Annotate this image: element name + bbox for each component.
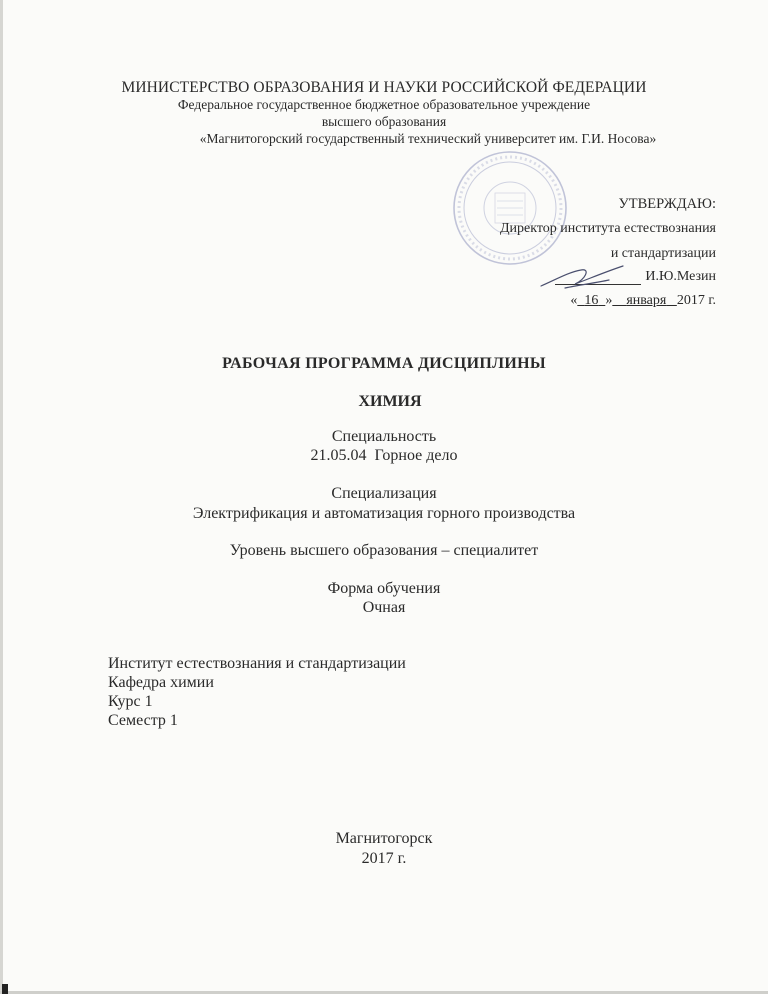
approval-date <box>570 293 716 309</box>
date-day <box>577 293 605 308</box>
study-form-value: Очная <box>362 599 406 616</box>
specialty-label: Специальность <box>331 428 437 445</box>
education-level: высшего образования <box>321 114 447 129</box>
publication-year: 2017 г. <box>361 850 407 867</box>
date-year: 2017 г. <box>676 293 716 308</box>
specialty-value: 21.05.04 Горное дело <box>310 447 458 464</box>
discipline-name: ХИМИЯ <box>358 393 422 410</box>
course-line: Курс 1 <box>108 693 153 710</box>
approver-position-line1: Директор института естествознания <box>499 221 716 236</box>
date-day-value: 16 <box>584 293 599 308</box>
institution-type: Федеральное государственное бюджетное образовательное учреждение <box>177 97 591 112</box>
approver-position-line2: и стандартизации <box>610 246 716 261</box>
city-name: Магнитогорск <box>335 830 433 847</box>
scan-corner-mark <box>2 984 8 994</box>
department-line: Кафедра химии <box>108 674 214 691</box>
date-close-quote: » <box>605 293 613 308</box>
signatory-name: И.Ю.Мезин <box>645 269 716 284</box>
date-open-quote: « <box>570 293 578 308</box>
official-stamp <box>451 149 569 267</box>
education-level-line: Уровень высшего образования – специалитет <box>229 542 539 559</box>
date-month-value: января <box>626 293 667 308</box>
university-name: «Магнитогорский государственный технический университет им. Г.И. Носова» <box>199 131 657 146</box>
document-title: РАБОЧАЯ ПРОГРАММА ДИСЦИПЛИНЫ <box>222 355 546 372</box>
specialization-value: Электрификация и автоматизация горного производства <box>192 505 576 522</box>
approval-title: УТВЕРЖДАЮ: <box>618 196 716 212</box>
institute-line: Институт естествознания и стандартизации <box>108 655 406 672</box>
ministry-heading: МИНИСТЕРСТВО ОБРАЗОВАНИЯ И НАУКИ РОССИЙСКОЙ ФЕДЕРАЦИИ <box>121 79 647 96</box>
semester-line: Семестр 1 <box>108 712 178 729</box>
handwritten-signature <box>535 258 635 298</box>
study-form-label: Форма обучения <box>327 580 441 597</box>
specialization-label: Специализация <box>331 485 437 502</box>
date-month <box>612 293 677 308</box>
